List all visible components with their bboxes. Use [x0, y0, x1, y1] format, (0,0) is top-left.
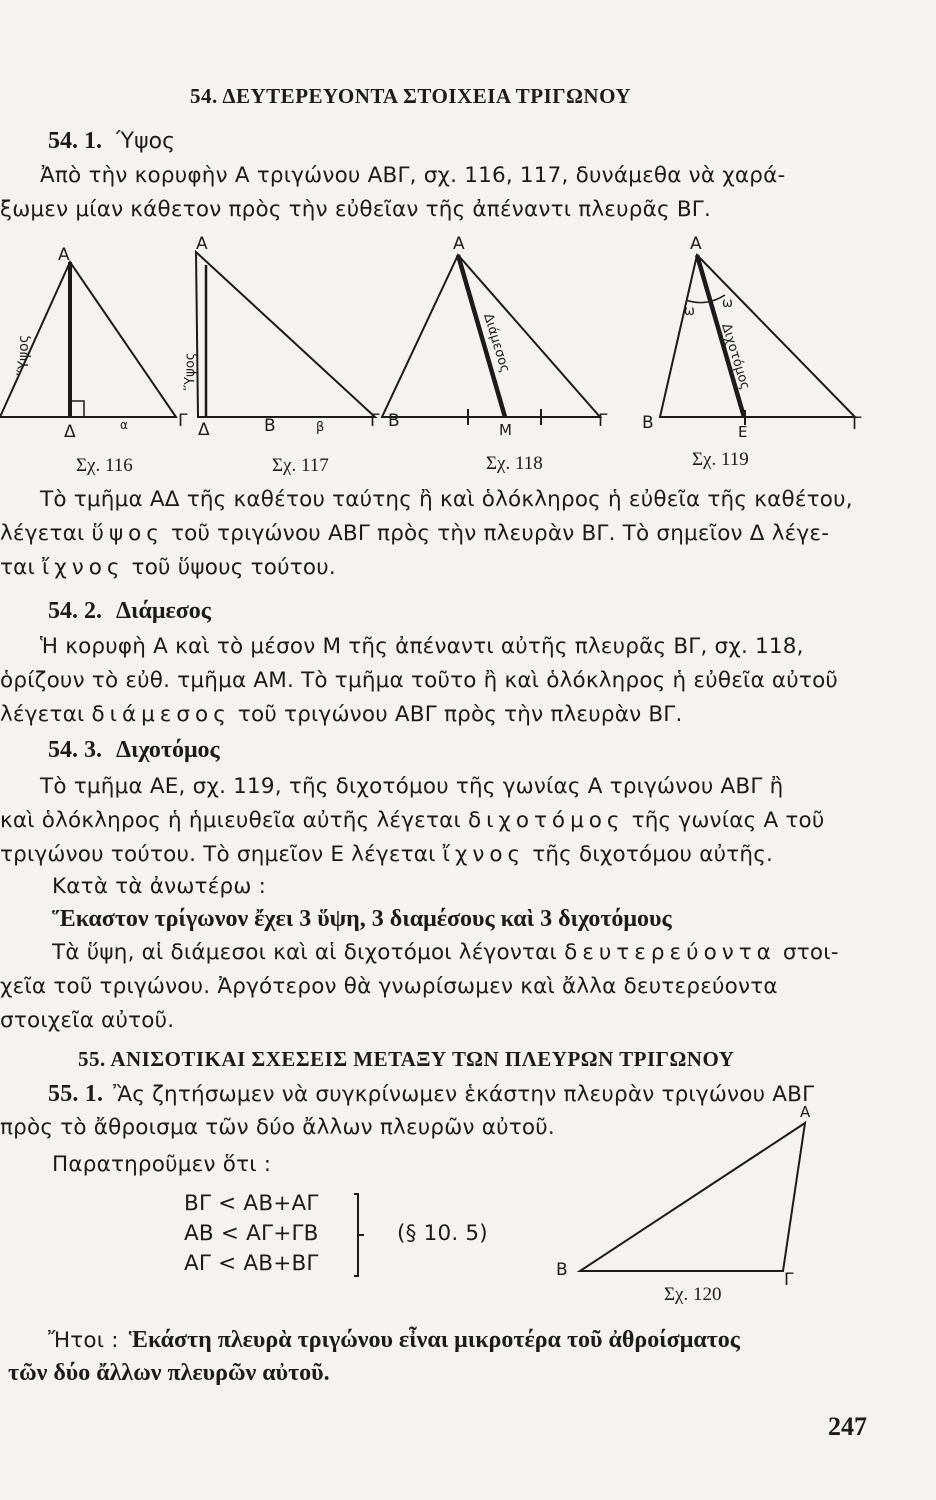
label-ypsos: Ὕψος — [183, 352, 198, 390]
subsection-54-2-heading — [48, 598, 211, 625]
bold-statement: τῶν δύο ἄλλων πλευρῶν αὐτοῦ. — [8, 1360, 330, 1386]
subsection-number: 54. 2. — [48, 598, 102, 624]
brace — [350, 1192, 370, 1282]
label-diamesos: Διάμεσος — [480, 311, 513, 375]
term-ypsos: ὕψος — [91, 521, 164, 546]
inequality-line: ΑΒ < ΑΓ+ΓΒ — [184, 1221, 319, 1246]
caption-fig-116: Σχ. 116 — [76, 455, 133, 476]
text-span: τῆς γωνίας Α τοῦ — [624, 808, 825, 833]
triangle-fig-120 — [580, 1123, 805, 1271]
paragraph-line — [0, 842, 773, 867]
text-span: Ἤτοι : — [48, 1328, 119, 1353]
subsection-number: 54. 3. — [48, 737, 102, 763]
text-span: τοῦ τριγώνου ΑΒΓ πρὸς τὴν πλευρὰν ΒΓ. — [230, 702, 683, 727]
paragraph-line: ὁρίζουν τὸ εὐθ. τμῆμα ΑΜ. Τὸ τμῆμα τοῦτο ἢ καὶ ὁλόκληρος ἡ εὐθεῖα αὐτοῦ — [0, 668, 839, 693]
label-A: Α — [690, 234, 702, 254]
text-span: ται — [0, 555, 43, 580]
subsection-54-3-heading — [48, 737, 220, 764]
subsection-number: 55. 1. — [48, 1081, 104, 1107]
right-angle-mark — [70, 401, 84, 417]
page-number: 247 — [828, 1412, 867, 1441]
paragraph-line — [0, 555, 336, 580]
paragraph-line — [0, 702, 683, 727]
text-span: τριγώνου τούτου. Τὸ σημεῖον Ε λέγεται — [0, 842, 443, 867]
label-ypsos: Ὕψος — [16, 334, 32, 375]
label-B: Β — [264, 416, 276, 436]
label-A: Α — [196, 234, 208, 254]
label-b: β — [316, 420, 325, 435]
label-A: Α — [800, 1103, 810, 1121]
paragraph-line: Τὸ τμῆμα ΑΔ τῆς καθέτου ταύτης ἢ καὶ ὁλόκληρος ἡ εὐθεῖα τῆς καθέτου, — [40, 487, 853, 512]
conclusion-line — [48, 1327, 740, 1354]
triangle-fig-119 — [660, 255, 855, 417]
paragraph-line: ξωμεν μίαν κάθετον πρὸς τὴν εὐθεῖαν τῆς ἀπέναντι πλευρᾶς ΒΓ. — [0, 197, 711, 222]
text-span: τῆς διχοτόμου αὐτῆς. — [525, 842, 774, 867]
term-diamesos: διάμεσος — [91, 702, 231, 727]
inequality-line: ΒΓ < ΑΒ+ΑΓ — [184, 1191, 319, 1216]
reference: (§ 10. 5) — [397, 1221, 488, 1246]
subsection-54-1-heading — [48, 128, 175, 155]
paragraph-line — [52, 940, 839, 965]
bold-statement: Ἑκάστη πλευρὰ τριγώνου εἶναι μικροτέρα τοῦ ἀθροίσματος — [128, 1327, 740, 1353]
label-G: Γ — [598, 411, 608, 431]
subsection-title: Διάμεσος — [116, 598, 211, 624]
label-B: Β — [642, 413, 654, 433]
label-B: Β — [388, 411, 400, 431]
label-G: Γ — [178, 411, 188, 431]
text-span: Τὰ ὕψη, αἱ διάμεσοι καὶ αἱ διχοτόμοι λέγονται — [52, 940, 565, 965]
text-span: τοῦ ὕψους τούτου. — [124, 555, 336, 580]
triangle-fig-117 — [196, 252, 375, 417]
paragraph-line: στοιχεῖα αὐτοῦ. — [0, 1008, 175, 1033]
text-span: λέγεται — [0, 521, 92, 546]
caption-fig-120: Σχ. 120 — [664, 1284, 722, 1305]
caption-fig-119: Σχ. 119 — [692, 449, 749, 470]
label-G: Γ — [784, 1270, 794, 1285]
subsection-number: 54. 1. — [48, 128, 102, 154]
label-A: Α — [453, 234, 465, 254]
label-M: Μ — [499, 421, 512, 439]
term-ixnos: ἴχνος — [442, 842, 526, 867]
paragraph-line — [0, 808, 825, 833]
label-A: Α — [58, 245, 70, 265]
paragraph-line: Τὸ τμῆμα ΑΕ, σχ. 119, τῆς διχοτόμου τῆς γωνίας Α τριγώνου ΑΒΓ ἢ — [40, 774, 784, 799]
label-D: Δ — [198, 420, 210, 440]
paragraph-line: Παρατηροῦμεν ὅτι : — [52, 1152, 272, 1177]
paragraph-line: Ἡ κορυφὴ Α καὶ τὸ μέσον Μ τῆς ἀπέναντι αὐτῆς πλευρᾶς ΒΓ, σχ. 118, — [40, 634, 804, 659]
label-D: Δ — [64, 422, 76, 442]
text-span: Ἂς ζητήσωμεν νὰ συγκρίνωμεν ἑκάστην πλευρὰν τριγώνου ΑΒΓ — [113, 1082, 815, 1107]
inequality-line: ΑΓ < ΑΒ+ΒΓ — [184, 1251, 319, 1276]
label-E: Ε — [738, 423, 748, 441]
label-G: Γ — [370, 411, 380, 431]
bold-statement: Ἕκαστον τρίγωνον ἔχει 3 ὕψη, 3 διαμέσους καὶ 3 διχοτόμους — [52, 906, 672, 932]
text-span: λέγεται — [0, 702, 92, 727]
paragraph-line — [0, 521, 829, 546]
term-deutereuonta: δευτερεύοντα — [564, 940, 776, 965]
text-span: στοι- — [775, 940, 839, 965]
figures-116-119 — [0, 225, 936, 485]
label-omega: ω — [684, 304, 695, 319]
paragraph-line: χεῖα τοῦ τριγώνου. Ἀργότερον θὰ γνωρίσωμεν καὶ ἄλλα δευτερεύοντα — [0, 974, 778, 999]
term-ixnos: ἴχνος — [42, 555, 125, 580]
figure-120 — [550, 1095, 810, 1285]
label-a: α — [120, 418, 128, 432]
label-B: Β — [556, 1260, 568, 1280]
paragraph-line: Κατὰ τὰ ἀνωτέρω : — [52, 874, 267, 899]
label-omega: ω — [722, 296, 733, 311]
label-G: Γ — [852, 414, 862, 434]
subsection-title: Διχοτόμος — [116, 737, 220, 763]
angle-arc — [686, 295, 725, 303]
label-dixotomos: Διχοτόμος — [718, 321, 753, 392]
term-dixotomos: διχοτόμος — [467, 808, 625, 833]
section-55-heading: 55. ΑΝΙΣΟΤΙΚΑΙ ΣΧΕΣΕΙΣ ΜΕΤΑΞΥ ΤΩΝ ΠΛΕΥΡΩΝ ΤΡΙΓΩΝΟΥ — [78, 1047, 735, 1071]
subsection-title: Ύψος — [116, 129, 176, 154]
text-span: τοῦ τριγώνου ΑΒΓ πρὸς τὴν πλευρὰν ΒΓ. Τὸ σημεῖον Δ λέγε- — [163, 521, 830, 546]
paragraph-line: πρὸς τὸ ἄθροισμα τῶν δύο ἄλλων πλευρῶν αὐτοῦ. — [0, 1115, 555, 1140]
paragraph-line: Ἀπὸ τὴν κορυφὴν Α τριγώνου ΑΒΓ, σχ. 116, 117, δυνάμεθα νὰ χαρά- — [40, 163, 786, 188]
text-span: καὶ ὁλόκληρος ἡ ἡμιευθεῖα αὐτῆς λέγεται — [0, 808, 468, 833]
section-54-heading: 54. ΔΕΥΤΕΡΕΥΟΝΤΑ ΣΤΟΙΧΕΙΑ ΤΡΙΓΩΝΟΥ — [190, 84, 632, 108]
caption-fig-117: Σχ. 117 — [272, 455, 329, 476]
caption-fig-118: Σχ. 118 — [486, 453, 543, 474]
